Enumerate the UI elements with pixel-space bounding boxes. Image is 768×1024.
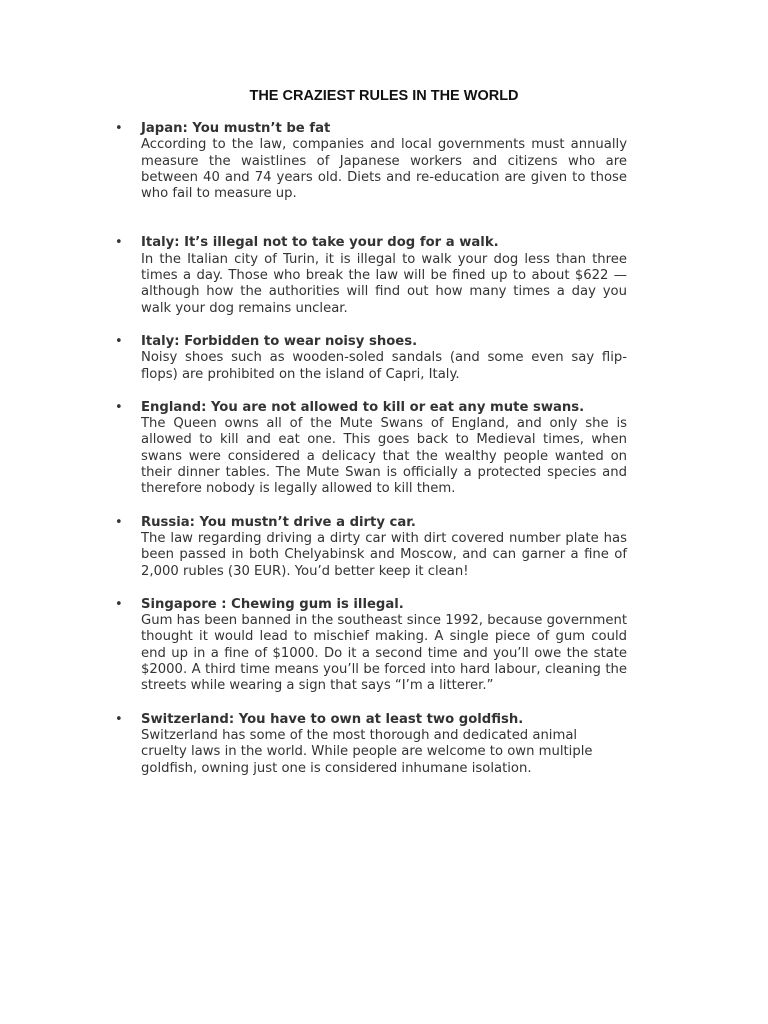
bullet-icon: •	[115, 333, 123, 349]
rule-body: Noisy shoes such as wooden-soled sandals (and some even say flip-flops) are prohibited on the island of Capri, Italy.	[141, 350, 627, 382]
list-item	[115, 121, 627, 202]
list-item	[115, 400, 627, 498]
bullet-icon: •	[115, 596, 123, 612]
rule-body: The Queen owns all of the Mute Swans of England, and only she is allowed to kill and eat one. This goes back to Medieval times, when swans were considered a delicacy that the wealthy people wanted on their dinner tables. The Mute Swan is officially a protected species and therefore nobody is legally allowed to kill them.	[141, 416, 627, 497]
rule-heading: England: You are not allowed to kill or eat any mute swans.	[141, 399, 585, 415]
list-item	[115, 712, 627, 777]
rule-heading: Japan: You mustn’t be fat	[141, 121, 331, 136]
bullet-icon: •	[115, 711, 123, 727]
rule-heading: Italy: Forbidden to wear noisy shoes.	[141, 333, 418, 349]
document-title: THE CRAZIEST RULES IN THE WORLD	[249, 88, 519, 104]
rule-body: Switzerland has some of the most thorough and dedicated animal cruelty laws in the world. While people are welcome to own multiple goldfish, owning just one is considered inhumane isolation.	[141, 727, 593, 776]
bullet-icon: •	[115, 399, 123, 415]
rules-list	[115, 121, 627, 794]
rule-body: According to the law, companies and local governments must annually measure the waistlines of Japanese workers and citizens who are between 40 and 74 years old. Diets and re-education are given to those who fail to measure up.	[141, 137, 627, 202]
bullet-icon: •	[115, 514, 123, 530]
list-item	[115, 235, 627, 316]
list-item	[115, 334, 627, 383]
rule-body: Gum has been banned in the southeast since 1992, because government thought it would lead to mischief making. A single piece of gum could end up in a fine of $1000. Do it a second time and you’ll owe the state $2000. A third time means you’ll be forced into hard labour, cleaning the streets while wearing a sign that says “I’m a litterer.”	[141, 613, 627, 694]
rule-heading: Singapore : Chewing gum is illegal.	[141, 596, 404, 612]
rule-heading: Switzerland: You have to own at least two goldfish.	[141, 711, 524, 727]
bullet-icon: •	[115, 121, 123, 136]
rule-heading: Russia: You mustn’t drive a dirty car.	[141, 514, 416, 530]
list-item	[115, 515, 627, 580]
rule-body: The law regarding driving a dirty car with dirt covered number plate has been passed in both Chelyabinsk and Moscow, and can garner a fine of 2,000 rubles (30 EUR). You’d better keep it clean!	[141, 530, 627, 579]
bullet-icon: •	[115, 235, 123, 251]
rule-heading: Italy: It’s illegal not to take your dog for a walk.	[141, 235, 499, 251]
list-item	[115, 597, 627, 695]
rule-body: In the Italian city of Turin, it is illegal to walk your dog less than three times a day. Those who break the law will be fined up to about $622 — although how the authorities will find out how many times a day you walk your dog remains unclear.	[141, 251, 627, 316]
